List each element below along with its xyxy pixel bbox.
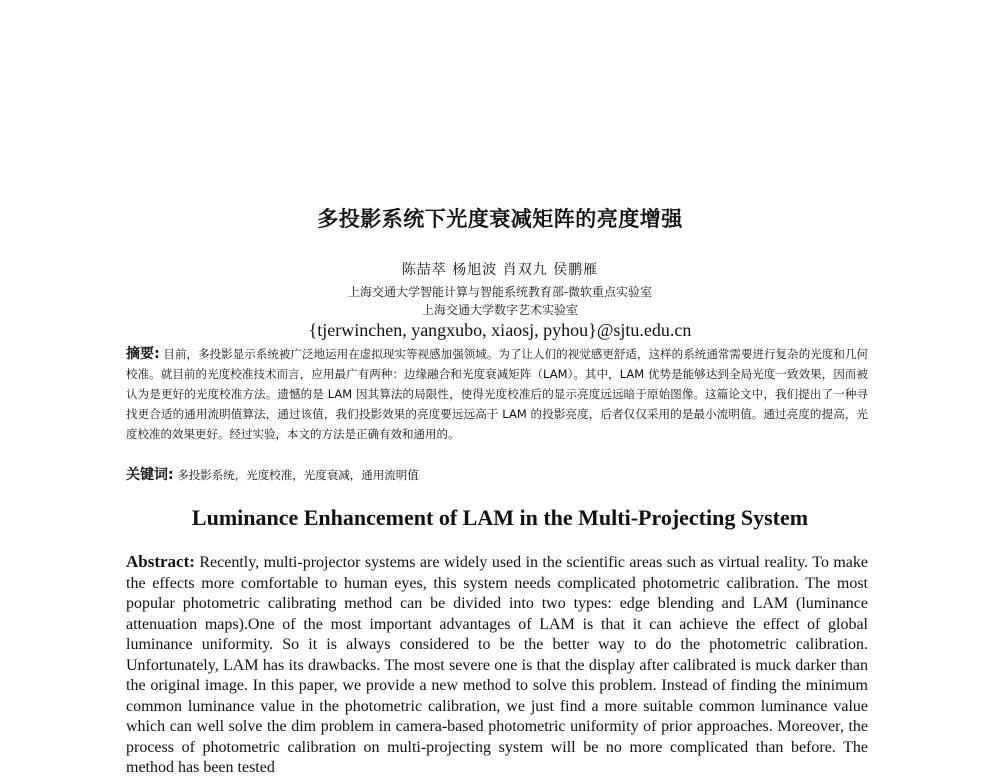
affiliation-2: 上海交通大学数字艺术实验室: [421, 303, 578, 317]
chinese-abstract: [126, 344, 868, 444]
chinese-title: 多投影系统下光度衰减矩阵的亮度增强: [317, 207, 683, 231]
english-abstract-text: Recently, multi-projector systems are widely used in the scientific areas such as virtual reality. To make the effects more comfortable to human eyes, this system needs complicated photometric calibration. The most popular photometric calibrating method can be divided into two types: edge blending and LAM (luminance attenuation maps).One of the most important advantages of LAM is that it can achieve the effect of global luminance uniformity. So it is always considered to be the better way to do the photometric calibration. Unfortunately, LAM has its drawbacks. The most severe one is that the display after calibrated is muck darker than the original image. In this paper, we provide a new method to solve this problem. Instead of finding the minimum common luminance value in the photometric calibration, we just find a more suitable common luminance value which can well solve the dim problem in camera-based photometric uniformity of prior approaches. Moreover, the process of photometric calibration on multi-projecting system will be no more complicated than before. The method has been tested: [126, 554, 869, 776]
chinese-keywords-label: 关键词:: [126, 467, 174, 483]
affiliation-1: 上海交通大学智能计算与智能系统教育部-微软重点实验室: [347, 285, 653, 299]
author-emails: {tjerwinchen, yangxubo, xiaosj, pyhou}@sjtu.edu.cn: [308, 320, 692, 340]
chinese-abstract-label: 摘要:: [126, 346, 160, 362]
chinese-abstract-text: 目前，多投影显示系统被广泛地运用在虚拟现实等视感加强领域。为了让人们的视觉感更舒适，这样的系统通常需要进行复杂的光度和几何校准。就目前的光度校准技术而言，应用最广有两种：边缘融合和光度衰减矩阵（LAM）。其中，LAM 优势是能够达到全局光度一致效果，因而被认为是更好的光度校准方法。遗憾的是 LAM 因其算法的局限性，使得光度校准后的显示亮度远远暗于原始图像。这篇论文中，我们提出了一种寻找更合适的通用流明值算法，通过该值，我们投影效果的亮度要远远高于 LAM 的投影亮度，后者仅仅采用的是最小流明值。通过亮度的提高，光度校准的效果更好。经过实验，本文的方法是正确有效和通用的。: [126, 347, 868, 441]
chinese-keywords-text: 多投影系统，光度校准，光度衰减，通用流明值: [177, 468, 419, 482]
authors: 陈喆萃 杨旭波 肖双九 侯鹏雁: [401, 262, 599, 278]
chinese-keywords: [126, 464, 868, 484]
english-title: Luminance Enhancement of LAM in the Multi-Projecting System: [191, 505, 809, 530]
english-abstract: [126, 552, 868, 779]
english-abstract-label: Abstract:: [126, 552, 195, 571]
